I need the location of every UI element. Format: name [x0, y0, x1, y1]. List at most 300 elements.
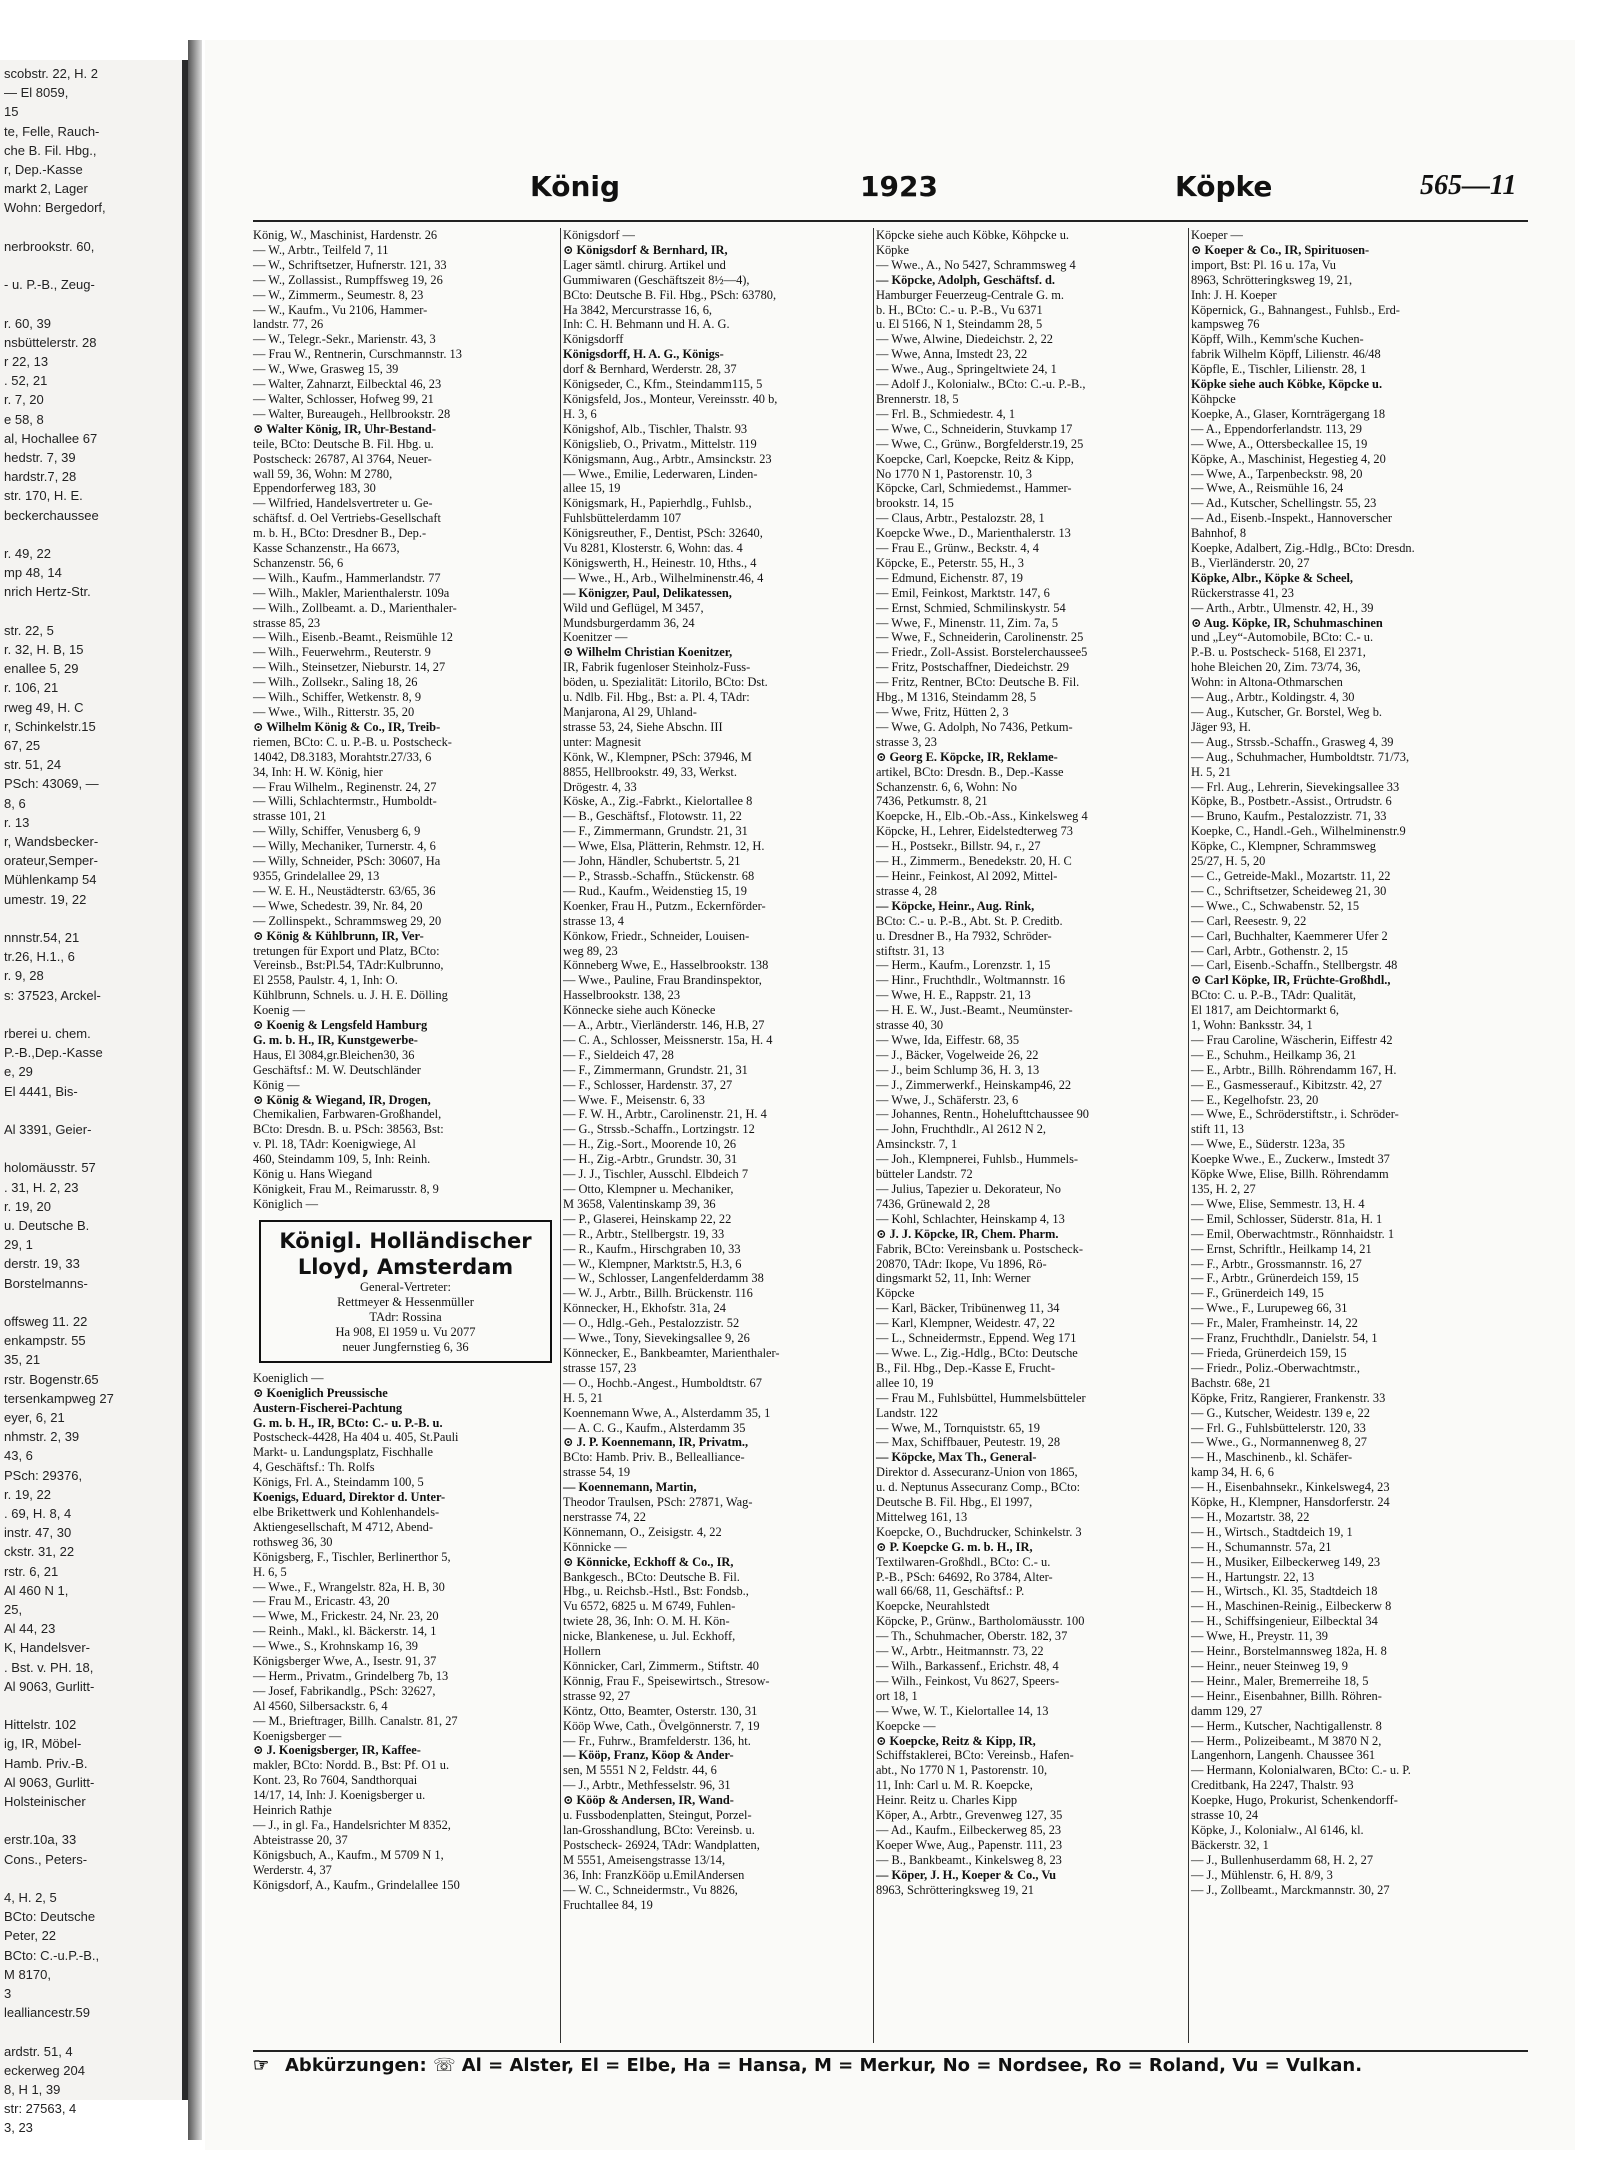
directory-entry-line: — Reinh., Makl., kl. Bäckerstr. 14, 1 — [253, 1624, 437, 1639]
directory-entry-line: — W., Zimmerm., Seumestr. 8, 23 — [253, 287, 424, 302]
directory-entry-line: — Wwe., Tony, Sievekingsallee 9, 26 — [563, 1331, 750, 1346]
directory-entry-line: — Wwe, Alwine, Diedeichstr. 2, 22 — [876, 332, 1053, 347]
directory-entry-line: Koepke, Hugo, Prokurist, Schenkendorff- — [1191, 1793, 1398, 1808]
directory-entry-line: Königswerth, H., Heinestr. 10, Hths., 4 — [563, 555, 757, 570]
directory-entry-line: Königsreuther, F., Dentist, PSch: 32640, — [563, 526, 763, 541]
directory-entry-line: strasse 157, 23 — [563, 1360, 637, 1375]
adjacent-page-line: u. Deutsche B. — [4, 1218, 90, 1233]
directory-entry-line: strasse 3, 23 — [876, 734, 937, 749]
adjacent-page-line: Al 9063, Gurlitt- — [4, 1678, 95, 1694]
adjacent-page-line: 43, 6 — [4, 1448, 33, 1464]
adjacent-page-line: rweg 49, H. C — [4, 699, 84, 715]
directory-entry-line: ⊙ J. J. Köpcke, IR, Chem. Pharm. — [876, 1226, 1059, 1241]
directory-entry-line: — Wwe., S., Krohnskamp 16, 39 — [253, 1639, 418, 1654]
directory-entry-line: landstr. 77, 26 — [253, 317, 324, 332]
directory-entry-line: G. m. b. H., IR, Kunstgewerbe- — [253, 1032, 418, 1047]
directory-entry-line: — A., Eppendorferlandstr. 113, 29 — [1191, 421, 1362, 436]
directory-entry-line: Königsbuch, A., Kaufm., M 5709 N 1, — [253, 1847, 444, 1862]
directory-entry-line: — Wilh., Steinsetzer, Nieburstr. 14, 27 — [253, 660, 446, 675]
directory-entry-line: — L., Schneidermstr., Eppend. Weg 171 — [876, 1331, 1077, 1346]
directory-entry-line: — Wwe., F., Lurupeweg 66, 31 — [1191, 1301, 1348, 1316]
adjacent-page-line: Mühlenkamp 54 — [4, 872, 97, 888]
directory-entry-line: — Walter, Schlosser, Hofweg 99, 21 — [253, 391, 434, 406]
adjacent-page-line: K, Handelsver- — [4, 1640, 90, 1656]
directory-entry-line: — Wwe, M., Tornquiststr. 65, 19 — [876, 1420, 1040, 1435]
directory-entry-line: Kööp Wwe, Cath., Övelgönnerstr. 7, 19 — [563, 1718, 760, 1733]
directory-entry-line: ⊙ Wilhelm König & Co., IR, Treib- — [253, 719, 441, 734]
directory-entry-line: Theodor Traulsen, PSch: 27871, Wag- — [563, 1495, 753, 1510]
adjacent-page-line: tersenkampweg 27 — [4, 1390, 114, 1406]
directory-entry-line: — H., Maschinenb., kl. Schäfer- — [1191, 1450, 1353, 1465]
directory-entry-line: — Wilh., Feinkost, Vu 8627, Speers- — [876, 1673, 1060, 1688]
adjacent-page-line: e, 29 — [4, 1064, 33, 1080]
directory-entry-line: 14/17, 14, Inh: J. Koenigsberger u. — [253, 1788, 426, 1803]
directory-entry-line: IR, Fabrik fugenloser Steinholz-Fuss- — [563, 660, 751, 675]
directory-entry-line: Rückerstrasse 41, 23 — [1191, 585, 1294, 600]
directory-entry-line: — Frau M., Ericastr. 43, 20 — [253, 1594, 390, 1609]
directory-entry-line: — Köpcke, Max Th., General- — [876, 1450, 1037, 1465]
directory-entry-line: 1, Wohn: Banksstr. 34, 1 — [1191, 1018, 1313, 1033]
directory-entry-line: strasse 10, 24 — [1191, 1808, 1259, 1823]
directory-entry-line: 20870, TAdr: Ikope, Vu 1896, Rö- — [876, 1256, 1047, 1271]
directory-entry-line: — J., Zollbeamt., Marckmannstr. 30, 27 — [1191, 1882, 1390, 1897]
directory-entry-line: — Königzer, Paul, Delikatessen, — [563, 585, 732, 600]
directory-entry-line: — Ad., Eisenb.-Inspekt., Hannoverscher — [1191, 511, 1392, 526]
directory-entry-line: — C., Schriftsetzer, Scheideweg 21, 30 — [1191, 883, 1387, 898]
directory-entry-line: Haus, El 3084,gr.Bleichen30, 36 — [253, 1047, 415, 1062]
adjacent-page-line: Holsteinischer — [4, 1794, 86, 1809]
directory-entry-line: — Aug., Strssb.-Schaffn., Grasweg 4, 39 — [1191, 734, 1394, 749]
directory-entry-line: — C. A., Schlosser, Meissnerstr. 15a, H. 4 — [563, 1032, 773, 1047]
directory-entry-line: — H., Wirtsch., Stadtdeich 19, 1 — [1191, 1524, 1353, 1539]
directory-entry-line: ⊙ Koepcke, Reitz & Kipp, IR, — [876, 1733, 1036, 1748]
adjacent-page-line: r. 9, 28 — [4, 968, 44, 984]
adjacent-page-line: nsbüttelerstr. 28 — [4, 334, 97, 350]
directory-entry-line: No 1770 N 1, Pastorenstr. 10, 3 — [876, 466, 1032, 481]
directory-entry-line: Drögestr. 4, 33 — [563, 779, 637, 794]
directory-entry-line: — Johannes, Rentn., Hohelufttchaussee 90 — [876, 1107, 1090, 1122]
directory-entry-line: 36, Inh: FranzKööp u.EmilAndersen — [563, 1867, 745, 1882]
directory-entry-line: — B., Geschäftsf., Flotowstr. 11, 22 — [563, 809, 742, 824]
page-header — [205, 170, 1575, 210]
directory-entry-line: — Zollinspekt., Schrammsweg 29, 20 — [253, 913, 442, 928]
directory-entry-line: Köpcke, P., Grünw., Bartholomäusstr. 100 — [876, 1614, 1085, 1629]
directory-entry-line: Köpke — [876, 242, 910, 257]
directory-entry-line: — Emil, Schlosser, Süderstr. 81a, H. 1 — [1191, 1211, 1383, 1226]
directory-entry-line: — Walter, Zahnarzt, Eilbecktal 46, 23 — [253, 377, 442, 392]
page-number: 565—11 — [1420, 170, 1517, 201]
adjacent-page-line: enkampstr. 55 — [4, 1333, 86, 1349]
directory-entry-line: — Wwe, H., Preystr. 11, 39 — [1191, 1629, 1328, 1644]
directory-entry-line: Koenigsberger — — [253, 1728, 342, 1743]
adjacent-page-line: 15 — [4, 104, 19, 120]
directory-entry-line: — Wilh., Feuerwehrm., Reuterstr. 9 — [253, 645, 431, 660]
directory-entry-line: Königs, Frl. A., Steindamm 100, 5 — [253, 1475, 424, 1490]
directory-entry-line: — Rud., Kaufm., Weidenstieg 15, 19 — [563, 883, 747, 898]
adjacent-page-line: str. 51, 24 — [4, 757, 62, 773]
directory-entry-line: — F., Arbtr., Grünerdeich 159, 15 — [1191, 1271, 1359, 1286]
directory-entry-line: — Arth., Arbtr., Ulmenstr. 42, H., 39 — [1191, 600, 1374, 615]
directory-entry-line: u. d. Neptunus Assecuranz Comp., BCto: — [876, 1480, 1081, 1495]
directory-entry-line: El 1817, am Deichtormarkt 6, — [1191, 1003, 1339, 1018]
adjacent-page-line: Al 44, 23 — [4, 1621, 56, 1637]
directory-entry-line: M 3658, Valentinskamp 39, 36 — [563, 1196, 716, 1211]
directory-entry-line: schäftsf. d. Oel Vertriebs-Gesellschaft — [253, 511, 441, 526]
directory-entry-line: ⊙ Koenig & Lengsfeld Hamburg — [253, 1018, 428, 1033]
directory-entry-line: — F., Grünerdeich 149, 15 — [1191, 1286, 1324, 1301]
advertisement-title: Königl. Holländischer — [279, 1228, 532, 1253]
directory-entry-line: — W., Schriftsetzer, Hufnerstr. 121, 33 — [253, 257, 447, 272]
directory-entry-line: Könnemann, O., Zeisigstr. 4, 22 — [563, 1524, 722, 1539]
adjacent-page-line: tr.26, H.1., 6 — [4, 949, 75, 965]
directory-entry-line: Heinr. Reitz u. Charles Kipp — [876, 1793, 1018, 1808]
directory-entry-line: strasse 101, 21 — [253, 809, 327, 824]
directory-entry-line: — Köpcke, Heinr., Aug. Rink, — [876, 898, 1035, 913]
adjacent-page-line: nnnstr.54, 21 — [4, 930, 80, 945]
directory-entry-line: Vu 8281, Klosterstr. 6, Wohn: das. 4 — [563, 541, 743, 556]
directory-entry-line: B., Fil. Hbg., Dep.-Kasse E, Frucht- — [876, 1360, 1055, 1375]
directory-entry-line: 8963, Schrötteringksweg 19, 21 — [876, 1882, 1034, 1897]
directory-entry-line: — Wwe, A., Ottersbeckallee 15, 19 — [1191, 436, 1368, 451]
directory-entry-line: ⊙ Wilhelm Christian Koenitzer, — [563, 645, 733, 660]
adjacent-page-line: scobstr. 22, H. 2 — [4, 66, 98, 81]
directory-entry-line: — Ad., Kaufm., Eilbeckerweg 85, 23 — [876, 1822, 1062, 1837]
directory-entry-line: — Wwe, A., Tarpenbeckstr. 98, 20 — [1191, 466, 1363, 481]
adjacent-page-line: . 52, 21 — [4, 373, 48, 389]
adjacent-page-line: El 4441, Bis- — [4, 1083, 78, 1099]
directory-entry-line: twiete 28, 36, Inh: O. M. H. Kön- — [563, 1614, 730, 1629]
directory-entry-line: — Bruno, Kaufm., Pestalozzistr. 71, 33 — [1191, 809, 1387, 824]
directory-entry-line: ⊙ Koeper & Co., IR, Spirituosen- — [1191, 242, 1370, 257]
directory-entry-line: Koepcke, O., Buchdrucker, Schinkelstr. 3 — [876, 1524, 1082, 1539]
directory-entry-line: — Wwe, C., Schneiderin, Stuvkamp 17 — [876, 421, 1073, 436]
directory-entry-line: u. El 5166, N 1, Steindamm 28, 5 — [876, 317, 1043, 332]
directory-entry-line: — Wwe, C., Grünw., Borgfelderstr.19, 25 — [876, 436, 1084, 451]
adjacent-page-line: markt 2, Lager — [4, 181, 88, 197]
directory-entry-line: Textilwaren-Großhdl., BCto: C.- u. — [876, 1554, 1051, 1569]
directory-entry-line: H. 3, 6 — [563, 406, 597, 421]
directory-entry-line: Geschäftsf.: M. W. Deutschländer — [253, 1062, 421, 1077]
directory-entry-line: stift 11, 13 — [1191, 1122, 1244, 1137]
directory-entry-line: — Köpcke, Adolph, Geschäftsf. d. — [876, 272, 1055, 287]
directory-entry-line: — H., Hartungstr. 22, 13 — [1191, 1569, 1315, 1584]
directory-entry-line: — Wilfried, Handelsvertreter u. Ge- — [253, 496, 433, 511]
directory-entry-line: Bankgesch., BCto: Deutsche B. Fil. — [563, 1569, 740, 1584]
directory-entry-line: sen, M 5551 N 2, Feldstr. 44, 6 — [563, 1763, 717, 1778]
adjacent-page-line: Hamb. Priv.-B. — [4, 1755, 88, 1771]
directory-entry-line: Fruchtallee 84, 19 — [563, 1897, 653, 1912]
directory-entry-line: — H., Schiffsingenieur, Eilbecktal 34 — [1191, 1614, 1378, 1629]
directory-entry-line: — Emil, Feinkost, Marktstr. 147, 6 — [876, 585, 1050, 600]
directory-entry-line: Koenig — — [253, 1003, 305, 1018]
adjacent-page-line: 3, 23 — [4, 2120, 33, 2136]
adjacent-page-line: str: 27563, 4 — [4, 2101, 77, 2117]
directory-entry-line: 9355, Grindelallee 29, 13 — [253, 868, 380, 883]
directory-entry-line: Hbg., u. Reichsb.-Hstl., Bst: Fondsb., — [563, 1584, 749, 1599]
adjacent-page-line: hedstr. 7, 39 — [4, 450, 76, 465]
directory-entry-line: — H., Schumannstr. 57a, 21 — [1191, 1539, 1332, 1554]
directory-entry-line: H. 5, 21 — [563, 1390, 603, 1405]
directory-entry-line: ⊙ Aug. Köpke, IR, Schuhmaschinen — [1191, 615, 1383, 630]
directory-entry-line: Aktiengesellschaft, M 4712, Abend- — [253, 1519, 433, 1534]
directory-entry-line: Königkeit, Frau M., Reimarusstr. 8, 9 — [253, 1182, 439, 1196]
directory-entry-line: Koepcke — — [876, 1718, 936, 1733]
directory-entry-line: — R., Arbtr., Stellbergstr. 19, 33 — [563, 1226, 725, 1241]
directory-entry-line: strasse 92, 27 — [563, 1688, 631, 1703]
directory-entry-line: König — — [253, 1077, 300, 1092]
adjacent-page-line: nrich Hertz-Str. — [4, 584, 91, 600]
directory-entry-line: — Wilh., Makler, Marienthalerstr. 109a — [253, 585, 450, 600]
directory-entry-line: — W., Arbtr., Heitmannstr. 73, 22 — [876, 1644, 1044, 1659]
column-divider — [873, 228, 874, 2043]
directory-entry-line: — Aug., Schuhmacher, Humboldtstr. 71/73, — [1191, 749, 1410, 764]
directory-entry-line: Koepke, C., Handl.-Geh., Wilhelminenstr.9 — [1191, 824, 1406, 839]
directory-entry-line: ⊙ König & Wiegand, IR, Drogen, — [253, 1092, 431, 1107]
directory-entry-line: — Willy, Mechaniker, Turnerstr. 4, 6 — [253, 839, 436, 854]
adjacent-page-line: BCto: Deutsche — [4, 1909, 96, 1925]
adjacent-page-line: PSch: 43069, — — [4, 776, 99, 792]
directory-entry-line: — Wwe, W. T., Kielortallee 14, 13 — [876, 1703, 1049, 1718]
directory-entry-line: Könnig, Frau F., Speisewirtsch., Stresow- — [563, 1673, 770, 1688]
directory-entry-line: — W., Klempner, Marktstr.5, H.3, 6 — [563, 1256, 742, 1271]
directory-entry-line: — Heinr., Borstelmannsweg 182a, H. 8 — [1191, 1644, 1387, 1659]
adjacent-page-line: hardstr.7, 28 — [4, 469, 77, 485]
adjacent-page-line: 4, H. 2, 5 — [4, 1890, 57, 1905]
directory-entry-line: fabrik Wilhelm Köpff, Lilienstr. 46/48 — [1191, 347, 1381, 362]
directory-entry-line: Vereinsb., Bst:Pl.54, TAdr:Kulbrunno, — [253, 958, 444, 973]
directory-entry-line: 11, Inh: Carl u. M. R. Koepcke, — [876, 1778, 1033, 1793]
directory-entry-line: — W. J., Arbtr., Billh. Brückenstr. 116 — [563, 1286, 753, 1301]
adjacent-page-line: umestr. 19, 22 — [4, 891, 87, 907]
directory-entry-line: kampsweg 76 — [1191, 317, 1260, 332]
adjacent-page-line: r. 19, 20 — [4, 1198, 51, 1214]
directory-entry-line: makler, BCto: Nordd. B., Bst: Pf. O1 u. — [253, 1758, 450, 1773]
directory-entry-line: Königshof, Alb., Tischler, Thalstr. 93 — [563, 421, 748, 436]
directory-entry-line: Köpke, H., Klempner, Hansdorferstr. 24 — [1191, 1495, 1390, 1510]
directory-entry-line: Koenitzer — — [563, 630, 628, 645]
directory-entry-line: G. m. b. H., IR, BCto: C.- u. P.-B. u. — [253, 1415, 443, 1430]
directory-entry-line: — Frl. Aug., Lehrerin, Sievekingsallee 33 — [1191, 779, 1400, 794]
adjacent-page-line: . 31, H. 2, 23 — [4, 1179, 79, 1195]
directory-entry-line: — C., Getreide-Makl., Mozartstr. 11, 22 — [1191, 868, 1391, 883]
adjacent-page-line: mp 48, 14 — [4, 565, 62, 581]
directory-entry-line: — Heinr., Eisenbahner, Billh. Röhren- — [1191, 1688, 1382, 1703]
directory-entry-line: — J., beim Schlump 36, H. 3, 13 — [876, 1062, 1040, 1077]
directory-entry-line: Fabrik, BCto: Vereinsbank u. Postscheck- — [876, 1241, 1083, 1256]
directory-entry-line: Könnecker, H., Ekhofstr. 31a, 24 — [563, 1301, 726, 1316]
directory-entry-line: Heinrich Rathje — [253, 1803, 332, 1818]
directory-entry-line: strasse 13, 4 — [563, 913, 624, 928]
directory-entry-line: — Carl, Arbtr., Gothenstr. 2, 15 — [1191, 943, 1348, 958]
directory-entry-line: ⊙ Königsdorf & Bernhard, IR, — [563, 242, 728, 257]
directory-entry-line: — Claus, Arbtr., Pestalozstr. 28, 1 — [876, 511, 1045, 526]
directory-entry-line: dingsmarkt 52, 11, Inh: Werner — [876, 1271, 1031, 1286]
directory-entry-line: lan-Grosshandlung, BCto: Vereinsb. u. — [563, 1822, 755, 1837]
directory-entry-line: Königseder, C., Kfm., Steindamm115, 5 — [563, 377, 763, 392]
directory-entry-line: — Fritz, Postschaffner, Diedeichstr. 29 — [876, 660, 1070, 675]
directory-entry-line: — Wwe., F., Wrangelstr. 82a, H. B, 30 — [253, 1579, 445, 1594]
directory-entry-line: Königlich — — [253, 1196, 319, 1211]
directory-entry-line: Fuhlsbüttelerdamm 107 — [563, 511, 682, 526]
directory-entry-line: — Friedr., Poliz.-Oberwachtmstr., — [1191, 1360, 1360, 1375]
adjacent-page-line: lealliancestr.59 — [4, 2005, 90, 2021]
directory-entry-line: riemen, BCto: C. u. P.-B. u. Postscheck- — [253, 734, 452, 749]
directory-entry-line: — A., Arbtr., Vierländerstr. 146, H.B, 27 — [563, 1018, 765, 1033]
directory-entry-line: 8963, Schrötteringksweg 19, 21, — [1191, 272, 1353, 287]
directory-entry-line: — Heinr., Maler, Bremerreihe 18, 5 — [1191, 1673, 1369, 1688]
adjacent-page-line: 8, 6 — [4, 795, 26, 811]
advertisement-detail: General-Vertreter: — [360, 1279, 451, 1294]
directory-entry-line: — Carl, Reesestr. 9, 22 — [1191, 913, 1307, 928]
directory-entry-line: — J., Bäcker, Vogelweide 26, 22 — [876, 1047, 1039, 1062]
adjacent-page-line: holomäusstr. 57 — [4, 1160, 96, 1176]
directory-entry-line: ⊙ Carl Köpke, IR, Früchte-Großhdl., — [1191, 973, 1391, 988]
directory-entry-line: kamp 34, H. 6, 6 — [1191, 1465, 1274, 1480]
directory-entry-line: Schanzenstr. 56, 6 — [253, 555, 344, 570]
column-2 — [563, 228, 871, 2043]
adjacent-page-line: . Bst. v. PH. 18, — [4, 1659, 94, 1675]
pointing-hand-icon: ☞ — [253, 2055, 270, 2075]
directory-entry-line: — F., Zimmermann, Grundstr. 21, 31 — [563, 1062, 748, 1077]
directory-entry-line: ⊙ Kööp & Andersen, IR, Wand- — [563, 1793, 734, 1808]
directory-entry-line: ⊙ König & Kühlbrunn, IR, Ver- — [253, 928, 424, 943]
directory-entry-line: Königsmann, Aug., Arbtr., Amsinckstr. 23 — [563, 451, 772, 466]
directory-entry-line: — Karl, Klempner, Weidestr. 47, 22 — [876, 1316, 1055, 1331]
directory-entry-line: Hamburger Feuerzeug-Centrale G. m. — [876, 287, 1064, 302]
directory-entry-line: tretungen für Export und Platz, BCto: — [253, 943, 440, 958]
directory-entry-line: — G., Kutscher, Weidestr. 139 e, 22 — [1191, 1405, 1370, 1420]
directory-entry-line: allee 10, 19 — [876, 1375, 934, 1390]
directory-entry-line: Austern-Fischerei-Pachtung — [253, 1400, 403, 1415]
directory-entry-line: Koepcke Wwe., D., Marienthalerstr. 13 — [876, 526, 1071, 541]
directory-entry-line: — M., Brieftrager, Billh. Canalstr. 81, 27 — [253, 1713, 458, 1728]
directory-entry-line: Postscheck- 26924, TAdr: Wandplatten, — [563, 1837, 760, 1852]
directory-entry-line: Köpff, Wilh., Kemm'sche Kuchen- — [1191, 332, 1364, 347]
directory-entry-line: — Koennemann, Martin, — [563, 1480, 697, 1495]
directory-entry-line: Königsberg, F., Tischler, Berlinerthor 5, — [253, 1549, 451, 1564]
directory-entry-line: Könnicke — — [563, 1539, 627, 1554]
directory-entry-line: — John, Händler, Schubertstr. 5, 21 — [563, 854, 741, 869]
directory-entry-line: BCto: Hamb. Priv. B., Bellealliance- — [563, 1450, 745, 1465]
directory-entry-line: Koennemann Wwe, A., Alsterdamm 35, 1 — [563, 1405, 771, 1420]
directory-entry-line: damm 129, 27 — [1191, 1703, 1263, 1718]
directory-entry-line: Königsdorff — [563, 332, 624, 347]
directory-entry-line: — G., Strssb.-Schaffn., Lortzingstr. 12 — [563, 1122, 755, 1137]
directory-entry-line: — J. J., Tischler, Ausschl. Elbdeich 7 — [563, 1167, 749, 1182]
directory-entry-line: — Emil, Oberwachtmstr., Rönnhaidstr. 1 — [1191, 1226, 1395, 1241]
directory-entry-line: Koenker, Frau H., Putzm., Eckernförder- — [563, 898, 766, 913]
directory-entry-line: — Wwe, Fritz, Hütten 2, 3 — [876, 705, 1009, 719]
directory-entry-line: — F., Arbtr., Grossmannstr. 16, 27 — [1191, 1256, 1362, 1271]
directory-entry-line: König u. Hans Wiegand — [253, 1167, 373, 1182]
adjacent-page-line: nhmstr. 2, 39 — [4, 1429, 80, 1445]
directory-entry-line: — Fr., Maler, Framheinstr. 14, 22 — [1191, 1316, 1358, 1331]
directory-entry-line: hohe Bleichen 20, Zim. 73/74, 36, — [1191, 660, 1361, 675]
directory-entry-line: Manjarona, Al 29, Uhland- — [563, 705, 697, 719]
directory-entry-line: — O., Hochb.-Angest., Humboldtstr. 67 — [563, 1375, 762, 1390]
directory-entry-line: Könkow, Friedr., Schneider, Louisen- — [563, 928, 750, 943]
adjacent-page-line: che B. Fil. Hbg., — [4, 142, 97, 158]
directory-entry-line: — Wwe, Ida, Eiffestr. 68, 35 — [876, 1032, 1020, 1047]
directory-entry-line: Werderstr. 4, 37 — [253, 1862, 332, 1877]
directory-entry-line: strasse 40, 30 — [876, 1018, 944, 1033]
directory-entry-line: BCto: C. u. P.-B., TAdr: Qualität, — [1191, 988, 1357, 1003]
directory-entry-line: — Max, Schiffbauer, Peutestr. 19, 28 — [876, 1435, 1061, 1450]
column-4 — [1191, 228, 1527, 2043]
column-divider — [1188, 228, 1189, 2043]
directory-entry-line: 7436, Grünewald 2, 28 — [876, 1196, 990, 1211]
directory-entry-line: unter: Magnesit — [563, 734, 642, 749]
advertisement-detail: neuer Jungfernstieg 6, 36 — [342, 1339, 469, 1354]
directory-entry-line: Hbg., M 1316, Steindamm 28, 5 — [876, 690, 1037, 705]
directory-entry-line: rothsweg 36, 30 — [253, 1534, 333, 1549]
directory-entry-line: — F. W. H., Arbtr., Carolinenstr. 21, H. 4 — [563, 1107, 767, 1122]
directory-entry-line: Jäger 93, H. — [1191, 719, 1251, 734]
directory-entry-line: — Fritz, Rentner, BCto: Deutsche B. Fil. — [876, 675, 1080, 690]
directory-entry-line: — Herm., Polizeibeamt., M 3870 N 2, — [1191, 1733, 1382, 1748]
adjacent-page-line: eckerweg 204 — [4, 2062, 85, 2078]
footer-rule — [253, 2050, 1528, 2052]
adjacent-page-line: erstr.10a, 33 — [4, 1832, 77, 1848]
directory-entry-line: Köper, A., Arbtr., Grevenweg 127, 35 — [876, 1808, 1063, 1823]
directory-entry-line: — E., Arbtr., Billh. Röhrendamm 167, H. — [1191, 1062, 1397, 1077]
directory-entry-line: El 2558, Paulstr. 4, 1, Inh: O. — [253, 973, 398, 988]
adjacent-page-line: — El 8059, — [4, 85, 69, 101]
directory-entry-line: Gummiwaren (Geschäftszeit 8½—4), — [563, 272, 750, 287]
directory-entry-line: Koepke Wwe., E., Zuckerw., Imstedt 37 — [1191, 1152, 1390, 1167]
adjacent-page-line: rstr. Bogenstr.65 — [4, 1371, 99, 1387]
directory-entry-line: Koepcke, H., Elb.-Ob.-Ass., Kinkelsweg 4 — [876, 809, 1088, 824]
directory-entry-line: — H., Musiker, Eilbeckerweg 149, 23 — [1191, 1554, 1381, 1569]
directory-entry-line: — Otto, Klempner u. Mechaniker, — [563, 1182, 734, 1196]
directory-entry-line: — Wwe, Anna, Imstedt 23, 22 — [876, 347, 1028, 362]
adjacent-page-line: Al 3391, Geier- — [4, 1122, 92, 1137]
adjacent-page-line: Borstelmanns- — [4, 1275, 88, 1291]
directory-entry-line: — Frau Wilhelm., Reginenstr. 24, 27 — [253, 779, 437, 794]
directory-entry-line: — Edmund, Eichenstr. 87, 19 — [876, 570, 1023, 585]
directory-entry-line: 135, H. 2, 27 — [1191, 1182, 1256, 1196]
directory-entry-line: — E., Gasmesserauf., Kibitzstr. 42, 27 — [1191, 1077, 1382, 1092]
adjacent-page-line: str. 170, H. E. — [4, 488, 83, 504]
directory-entry-line: ⊙ Könnicke, Eckhoff & Co., IR, — [563, 1554, 734, 1569]
directory-entry-line: — F., Sieldeich 47, 28 — [563, 1047, 674, 1062]
adjacent-page-line: M 8170, — [4, 1966, 51, 1982]
directory-entry-line: — Kohl, Schlachter, Heinskamp 4, 13 — [876, 1211, 1065, 1226]
directory-entry-line: Könneberg Wwe, E., Hasselbrookstr. 138 — [563, 958, 769, 973]
directory-entry-line: nerstrasse 74, 22 — [563, 1509, 646, 1524]
directory-entry-line: — Adolf J., Kolonialw., BCto: C.-u. P.-B., — [876, 377, 1086, 392]
abbreviations-legend: Abkürzungen: ☏ Al = Alster, El = Elbe, Ha = Hansa, M = Merkur, No = Nordsee, Ro = Roland, Vu = Vulkan. — [285, 2055, 1363, 2076]
directory-entry-line: Kont. 23, Ro 7604, Sandthorquai — [253, 1773, 418, 1788]
adjacent-page-line: 67, 25 — [4, 738, 41, 753]
directory-entry-line: Inh: J. H. Koeper — [1191, 287, 1277, 302]
directory-entry-line: Köpke, Fritz, Rangierer, Frankenstr. 33 — [1191, 1390, 1386, 1405]
directory-entry-line: — Heinr., Feinkost, Al 2092, Mittel- — [876, 868, 1058, 883]
directory-entry-line: Köhpcke — [1191, 391, 1236, 406]
directory-entry-line: — Joh., Klempnerei, Fuhlsb., Hummels- — [876, 1152, 1079, 1167]
directory-entry-line: — P., Glaserei, Heinskamp 22, 22 — [563, 1211, 732, 1226]
directory-entry-line: Königsberger Wwe, A., Isestr. 91, 37 — [253, 1654, 437, 1669]
directory-entry-line: — Wwe, Elsa, Plätterin, Rehmstr. 12, H. — [563, 839, 765, 854]
adjacent-page-line: al, Hochallee 67 — [4, 430, 98, 446]
directory-entry-line: Koepke, A., Glaser, Kornträgergang 18 — [1191, 406, 1386, 421]
adjacent-page-line: ig, IR, Möbel- — [4, 1736, 82, 1752]
directory-entry-line: Direktor d. Assecuranz-Union von 1865, — [876, 1465, 1078, 1480]
directory-entry-line: — Willi, Schlachtermstr., Humboldt- — [253, 794, 437, 809]
directory-entry-line: m. b. H., BCto: Dresdner B., Dep.- — [253, 526, 427, 541]
directory-entry-line: Vu 6572, 6825 u. M 6749, Fuhlen- — [563, 1599, 736, 1614]
adjacent-page-line: ckstr. 31, 22 — [4, 1544, 75, 1560]
